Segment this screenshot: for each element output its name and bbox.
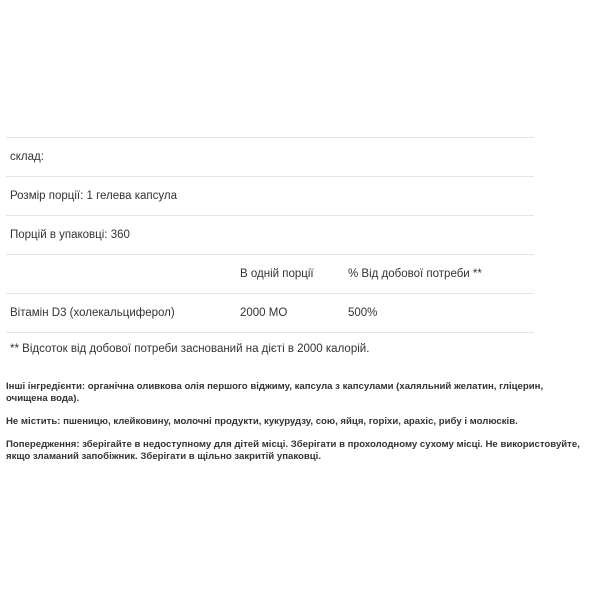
table-row-composition (6, 137, 534, 176)
daily-value-footnote: ** Відсоток від добової потреби заснований на дієті в 2000 калорій. (10, 343, 370, 355)
table-row-vitamin-d3 (6, 293, 534, 333)
servings-per-container-label: Порцій в упаковці: 360 (10, 229, 130, 241)
table-header-row (6, 254, 534, 293)
table-row-serving-size (6, 176, 534, 215)
nutrient-name: Вітамін D3 (холекальциферол) (10, 307, 175, 319)
composition-label: склад: (10, 151, 44, 163)
does-not-contain-text: Не містить: пшеницю, клейковину, молочні продукти, кукурудзу, сою, яйця, горіхи, арахіс, рибу і молюсків. (6, 416, 518, 427)
warning-text: Попередження: зберігайте в недоступному для дітей місці. Зберігати в прохолодному сухому місці. Не використовуйте, якщо зламаний запобіжник. Зберігати в щільно закритій упаковці. (6, 439, 580, 462)
nutrient-amount: 2000 МО (240, 307, 288, 319)
table-row-servings-per-container (6, 215, 534, 254)
header-per-serving: В одній порції (240, 268, 314, 280)
product-notes (6, 381, 586, 474)
serving-size-label: Розмір порції: 1 гелева капсула (10, 190, 177, 202)
supplement-facts-table (6, 137, 534, 333)
header-daily-value: % Від добової потреби ** (348, 268, 482, 280)
other-ingredients-text: Інші інгредієнти: органічна оливкова олія першого віджиму, капсула з капсулами (халяльний желатин, гліцерин, очищена вода). (6, 381, 544, 404)
nutrient-daily-value: 500% (348, 307, 378, 319)
